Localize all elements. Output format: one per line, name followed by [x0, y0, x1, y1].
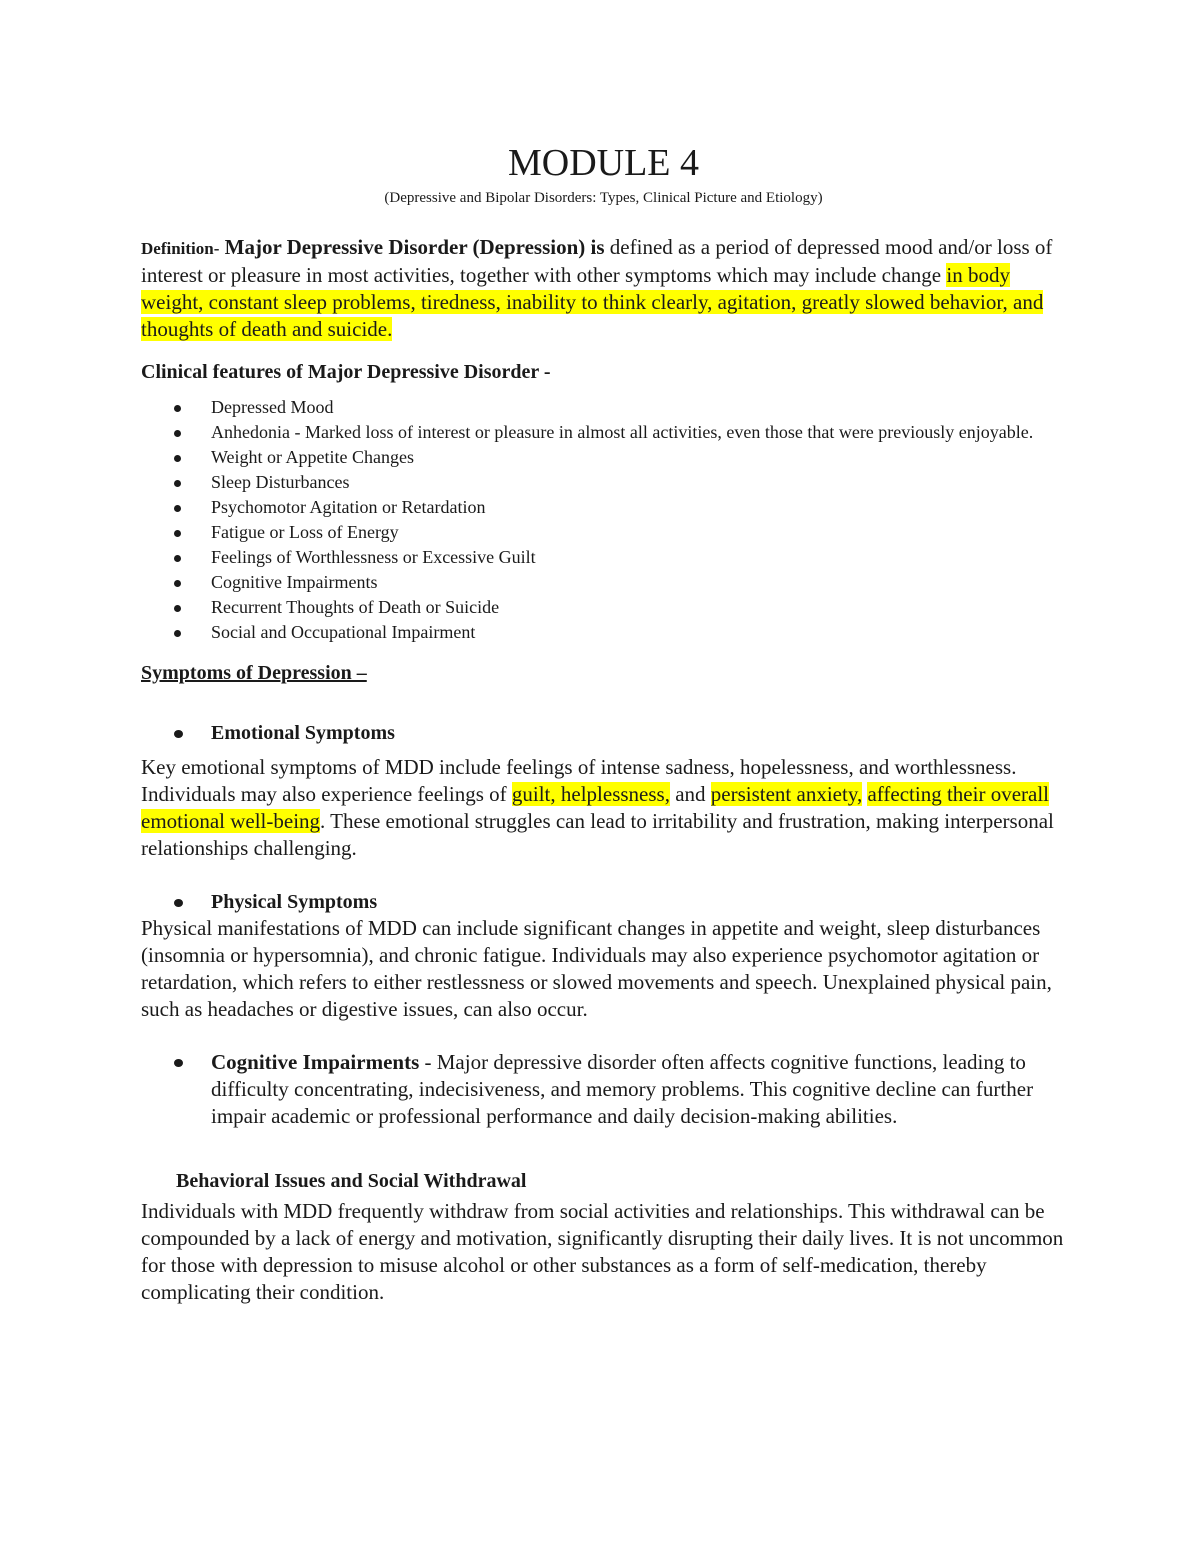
emotional-highlight-1: guilt, helplessness, — [511, 782, 670, 806]
definition-highlight: in body weight, constant sleep problems, tiredness, inability to think clearly, agitation, greatly slowed behavior, and thoughts of death and suicide. — [141, 263, 1044, 341]
document-content — [141, 140, 1066, 1306]
behavioral-heading: Behavioral Issues and Social Withdrawal — [176, 1170, 527, 1192]
features-heading: Clinical features of Major Depressive Disorder - — [141, 361, 551, 383]
list-item — [141, 470, 1066, 495]
page-subtitle: (Depressive and Bipolar Disorders: Types, Clinical Picture and Etiology) — [384, 190, 823, 206]
bullet-icon — [174, 630, 181, 637]
bullet-icon — [174, 555, 181, 562]
list-item-text: Weight or Appetite Changes — [211, 447, 415, 467]
emotional-symptoms-title — [141, 720, 1066, 746]
list-item — [141, 595, 1066, 620]
emotional-highlight-2: persistent anxiety, — [710, 782, 863, 806]
list-item-text: Fatigue or Loss of Energy — [211, 522, 399, 542]
list-item — [141, 420, 1066, 445]
list-item — [141, 495, 1066, 520]
bullet-icon — [174, 730, 183, 738]
list-item — [141, 620, 1066, 645]
bullet-icon — [174, 405, 181, 412]
page-title: MODULE 4 — [507, 142, 700, 184]
features-list — [141, 395, 1066, 645]
list-item-text: Depressed Mood — [211, 397, 334, 417]
symptoms-heading: Symptoms of Depression – — [141, 662, 367, 684]
list-item-text: Psychomotor Agitation or Retardation — [211, 497, 486, 517]
bullet-icon — [174, 530, 181, 537]
physical-symptoms-title — [141, 889, 1066, 915]
bullet-icon — [174, 580, 181, 587]
emotional-text-2: and — [669, 782, 711, 806]
bullet-icon — [174, 605, 181, 612]
list-item-text: Recurrent Thoughts of Death or Suicide — [211, 597, 500, 617]
cognitive-title: Cognitive Impairments — [211, 1050, 420, 1074]
definition-label: Definition- — [141, 239, 220, 258]
physical-paragraph: Physical manifestations of MDD can include significant changes in appetite and weight, sleep disturbances (insomnia or hypersomnia), and chronic fatigue. Individuals may also experience psychomotor agitation or retardation, which refers to either restlessness or slowed movements and speech. Unexplained physical pain, such as headaches or digestive issues, can also occur. — [141, 916, 1052, 1021]
definition-term: Major Depressive Disorder (Depression) is — [219, 235, 605, 259]
bullet-icon — [174, 480, 181, 487]
list-item — [141, 520, 1066, 545]
emotional-title-text: Emotional Symptoms — [211, 722, 395, 744]
list-item — [141, 395, 1066, 420]
bullet-icon — [174, 430, 181, 437]
list-item — [141, 545, 1066, 570]
bullet-icon — [174, 899, 183, 907]
bullet-icon — [174, 1059, 183, 1067]
definition-text: defined as a period of depressed mood and/or loss of interest or pleasure in most activities, together with other symptoms which may include change — [141, 235, 1053, 287]
physical-title-text: Physical Symptoms — [211, 891, 378, 913]
list-item-text: Sleep Disturbances — [211, 472, 350, 492]
definition-paragraph — [141, 234, 1066, 343]
cognitive-item — [141, 1049, 1066, 1130]
list-item — [141, 570, 1066, 595]
cognitive-text: - Major depressive disorder often affects cognitive functions, leading to difficulty concentrating, indecisiveness, and memory problems. This cognitive decline can further impair academic or professional performance and daily decision-making abilities. — [211, 1050, 1034, 1128]
list-item-text: Feelings of Worthlessness or Excessive Guilt — [211, 547, 536, 567]
bullet-icon — [174, 455, 181, 462]
emotional-text-4: . These emotional struggles can lead to irritability and frustration, making interpersonal relationships challenging. — [141, 809, 1054, 860]
emotional-text-1: Key emotional symptoms of MDD include feelings of intense sadness, hopelessness, and worthlessness. Individuals may also experience feelings of — [141, 755, 1017, 806]
list-item-text: Social and Occupational Impairment — [211, 622, 476, 642]
list-item-text: Cognitive Impairments — [211, 572, 378, 592]
emotional-paragraph — [141, 754, 1066, 862]
list-item-text: Anhedonia - Marked loss of interest or pleasure in almost all activities, even those that were previously enjoyable. — [211, 422, 1034, 442]
list-item — [141, 445, 1066, 470]
behavioral-paragraph: Individuals with MDD frequently withdraw from social activities and relationships. This withdrawal can be compounded by a lack of energy and motivation, significantly disrupting their daily lives. It is not uncommon for those with depression to misuse alcohol or other substances as a form of self-medication, thereby complicating their condition. — [141, 1199, 1064, 1304]
emotional-highlight-3: affecting their overall emotional well-being — [141, 782, 1049, 833]
bullet-icon — [174, 505, 181, 512]
